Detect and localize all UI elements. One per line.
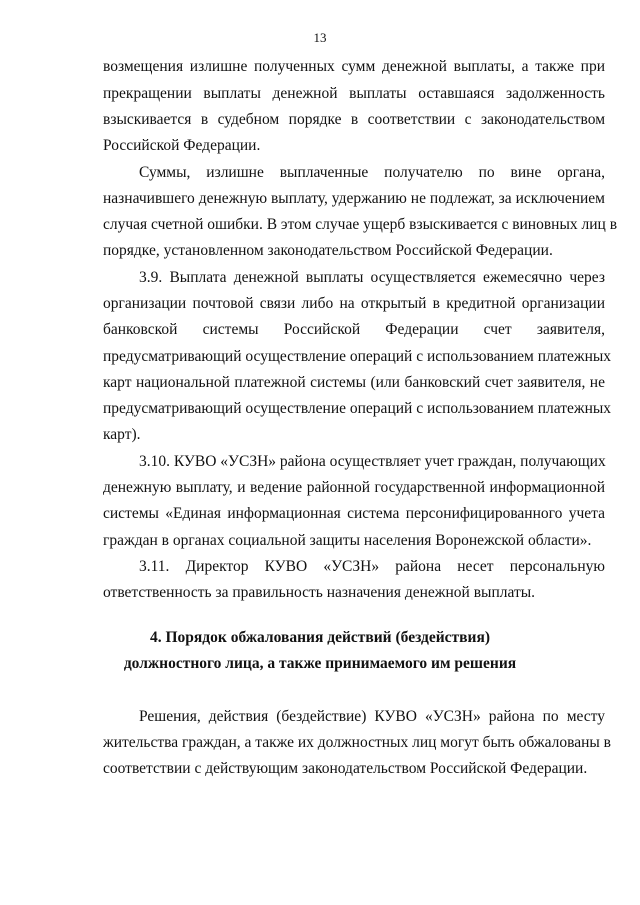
- text-line: жительства граждан, а также их должностных лиц могут быть обжалованы в: [103, 734, 611, 751]
- text-line: денежную выплату, и ведение районной государственной информационной: [103, 479, 605, 496]
- text-line: системы «Единая информационная система персонифицированного учета: [103, 505, 605, 522]
- text-line: Суммы, излишне выплаченные получателю по вине органа,: [139, 164, 605, 181]
- text-line: случая счетной ошибки. В этом случае ущерб взыскивается с виновных лиц в: [103, 216, 618, 233]
- text-line: назначившего денежную выплату, удержанию не подлежат, за исключением: [103, 190, 605, 207]
- text-line: предусматривающий осуществление операций с использованием платежных: [103, 348, 612, 365]
- text-line: возмещения излишне полученных сумм денежной выплаты, а также при: [103, 58, 605, 75]
- text-line: карт национальной платежной системы (или банковский счет заявителя, не: [103, 374, 605, 391]
- section-heading: 4. Порядок обжалования действий (бездействия): [149, 629, 491, 646]
- text-line: предусматривающий осуществление операций с использованием платежных: [103, 400, 612, 417]
- text-line: 3.11. Директор КУВО «УСЗН» района несет персональную: [139, 558, 605, 575]
- text-line: Российской Федерации.: [103, 137, 261, 154]
- text-line: карт).: [103, 426, 141, 443]
- text-line: соответствии с действующим законодательством Российской Федерации.: [103, 760, 588, 777]
- page-number: 13: [313, 30, 327, 45]
- text-line: организации почтовой связи либо на открытый в кредитной организации: [103, 295, 605, 312]
- text-line: 3.9. Выплата денежной выплаты осуществляется ежемесячно через: [139, 269, 605, 286]
- text-line: граждан в органах социальной защиты населения Воронежской области».: [103, 532, 592, 549]
- section-heading: должностного лица, а также принимаемого им решения: [123, 655, 517, 672]
- text-line: взыскивается в судебном порядке в соответствии с законодательством: [103, 111, 605, 128]
- text-line: ответственность за правильность назначения денежной выплаты.: [103, 584, 536, 601]
- text-line: 3.10. КУВО «УСЗН» района осуществляет учет граждан, получающих: [139, 453, 606, 470]
- text-line: порядке, установленном законодательством Российской Федерации.: [103, 242, 553, 259]
- text-line: банковской системы Российской Федерации счет заявителя,: [103, 321, 605, 338]
- text-line: Решения, действия (бездействие) КУВО «УСЗН» района по месту: [139, 708, 605, 725]
- text-line: прекращении выплаты денежной выплаты оставшаяся задолженность: [103, 85, 605, 102]
